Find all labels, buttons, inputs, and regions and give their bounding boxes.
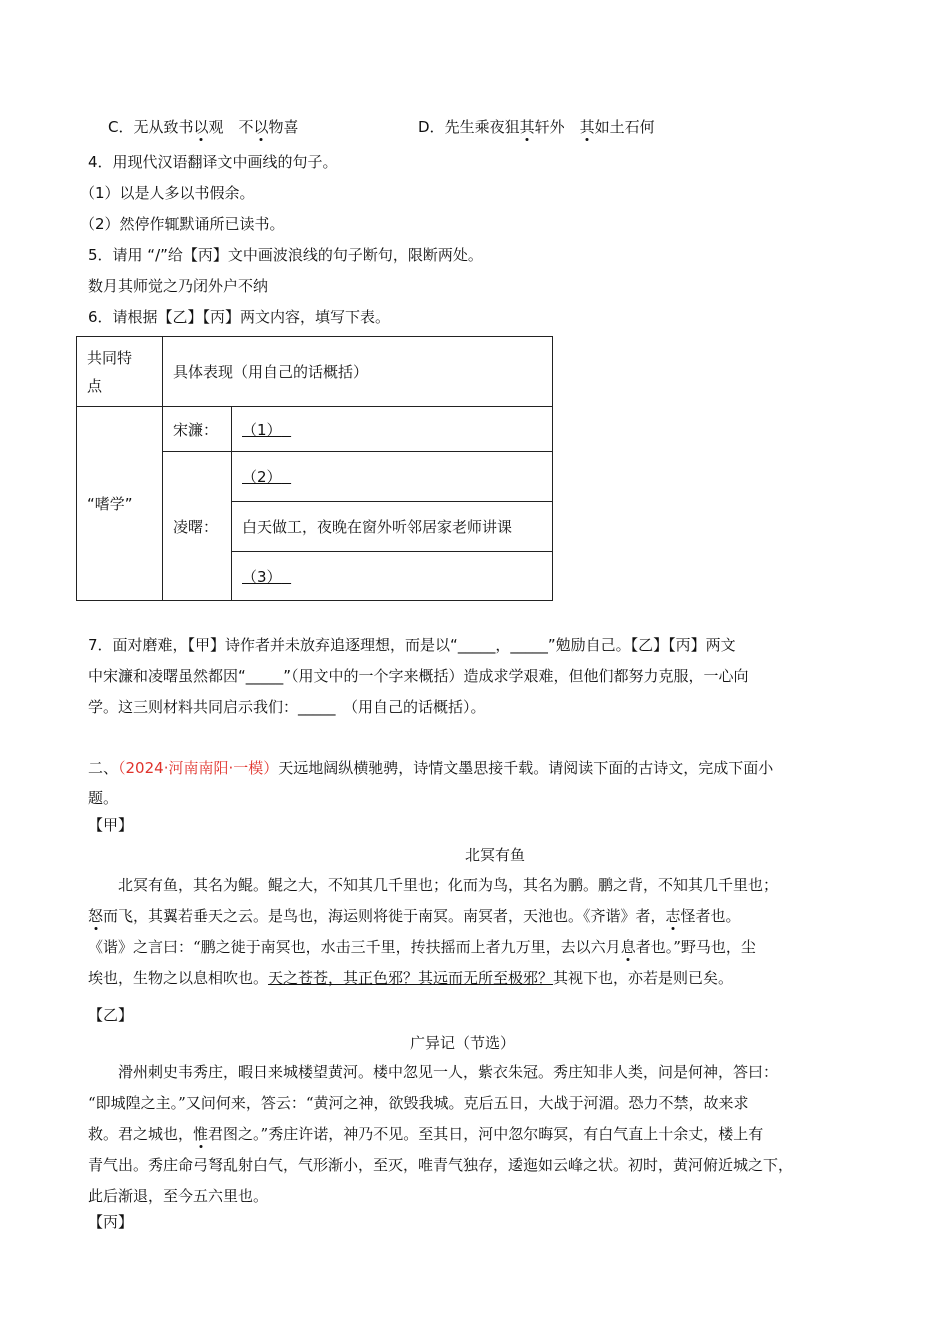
jia-line-3-b: 者也。”野马也，尘 [635, 938, 756, 956]
jia-line-2-c: 怪者也。 [680, 907, 741, 925]
jia-dotted-char: 志 [665, 907, 681, 925]
jia-tag: 【甲】 [88, 816, 134, 834]
section-2-intro [88, 758, 773, 778]
blank-2-label: （2） [242, 468, 282, 486]
q5-prompt: 5．请用 “/”给【丙】文中画波浪线的句子断句，限断两处。 [88, 246, 483, 264]
option-d-text: 如土石何 [594, 118, 655, 136]
yi-line-3-a: 救。君之城也， [88, 1125, 194, 1143]
q7-line-2: 中宋濂和凌曙虽然都因“_____”（用文中的一个字来概括）造成求学艰难，但他们都努力克服，一心向 [88, 667, 749, 685]
blank-1[interactable] [232, 407, 553, 452]
blank-3[interactable] [232, 552, 553, 601]
q4-sentence-2: （2）然停作辄默诵所已读书。 [80, 215, 285, 233]
jia-line-4-b: 其视下也，亦若是则已矣。 [553, 969, 734, 987]
blank-1-label: （1） [242, 420, 282, 439]
q6-prompt: 6．请根据【乙】【丙】两文内容，填写下表。 [88, 308, 391, 326]
option-c-dotted-char: 以 [193, 118, 209, 136]
option-c-text: 无从致书 [133, 118, 194, 136]
option-c-dotted-char: 以 [253, 118, 269, 136]
q7-line-1: 7．面对磨难，【甲】诗作者并未放弃追逐理想，而是以“_____，_____”勉励自己。【乙】【丙】两文 [88, 636, 736, 654]
jia-dotted-char: 息 [620, 938, 636, 956]
jia-passage [88, 870, 868, 994]
section-number: 二、 [88, 759, 119, 777]
yi-line-5: 此后渐退，至今五六里也。 [88, 1187, 269, 1205]
option-c-label: C． [108, 118, 134, 136]
jia-dotted-char: 怒 [88, 907, 104, 925]
person-song-lian: 宋濂： [163, 407, 232, 452]
option-d-dotted-char: 其 [579, 118, 595, 136]
section-intro: 天远地阔纵横驰骋，诗情文墨思接千载。请阅读下面的古诗文，完成下面小 [278, 759, 774, 777]
yi-passage [88, 1057, 868, 1212]
option-d-label: D． [418, 118, 445, 136]
jia-line-4 [88, 963, 868, 994]
blank-2[interactable] [232, 452, 553, 502]
option-c-text: 物喜 [268, 118, 299, 136]
jia-line-4-a: 埃也，生物之以息相吹也。 [88, 969, 269, 987]
jia-line-2 [88, 901, 868, 932]
option-d [418, 117, 655, 137]
feature-cell: “嗜学” [77, 407, 163, 601]
option-c-text: 观 不 [208, 118, 254, 136]
jia-underlined-sentence: 天之苍苍，其正色邪？其远而无所至极邪？ [268, 969, 554, 987]
jia-title: 北冥有鱼 [465, 846, 526, 864]
yi-line-4: 青气出。秀庄命弓弩乱射白气，气形渐小，至灭，唯青气独存，逶迤如云峰之状。初时，黄河俯近城之下， [88, 1156, 794, 1174]
yi-line-3 [88, 1119, 868, 1150]
header-specific: 具体表现（用自己的话概括） [163, 337, 553, 407]
q5-sentence: 数月其师觉之乃闭外户不纳 [88, 277, 269, 295]
q7-line-3: 学。这三则材料共同启示我们：_____ （用自己的话概括）。 [88, 698, 486, 716]
bing-tag: 【丙】 [88, 1213, 134, 1231]
person-ling-shu: 凌曙： [163, 452, 232, 601]
yi-dotted-char: 惟 [193, 1125, 209, 1143]
q6-table [76, 336, 553, 601]
option-d-dotted-char: 其 [519, 118, 535, 136]
yi-title: 广异记（节选） [410, 1034, 516, 1052]
yi-line-1: 滑州刺史韦秀庄，暇日来城楼望黄河。楼中忽见一人，紫衣朱冠。秀庄知非人类，问是何神，答曰： [118, 1063, 779, 1081]
option-d-text: 轩外 [534, 118, 580, 136]
jia-line-3-a: 《谐》之言曰：“鹏之徙于南冥也，水击三千里，抟扶摇而上者九万里，去以六月 [88, 938, 621, 956]
yi-line-2: “即城隍之主。”又问何来，答云：“黄河之神，欲毁我城。克后五日，大战于河湄。恐力不禁，故来求 [88, 1094, 749, 1112]
section-source: （2024·河南南阳·一模） [118, 759, 279, 777]
jia-line-3 [88, 932, 868, 963]
blank-3-label: （3） [242, 567, 282, 586]
option-d-text: 先生乘夜狙 [444, 118, 520, 136]
section-2-intro-cont: 题。 [88, 789, 119, 807]
jia-line-2-b: 而飞，其翼若垂天之云。是鸟也，海运则将徙于南冥。南冥者，天池也。《齐谐》者， [103, 907, 666, 925]
q4-prompt: 4．用现代汉语翻译文中画线的句子。 [88, 153, 338, 171]
option-c [108, 117, 299, 137]
q4-sentence-1: （1）以是人多以书假余。 [80, 184, 255, 202]
header-common-feature-text: 共同特点 [87, 348, 133, 395]
header-common-feature [77, 337, 163, 407]
yi-tag: 【乙】 [88, 1006, 134, 1024]
yi-line-3-b: 君图之。”秀庄许诺，神乃不见。至其日，河中忽尔晦冥，有白气直上十余丈，楼上有 [208, 1125, 764, 1143]
jia-line-1: 北冥有鱼，其名为鲲。鲲之大，不知其几千里也；化而为鸟，其名为鹏。鹏之背，不知其几千里也； [118, 876, 779, 894]
given-answer: 白天做工，夜晚在窗外听邻居家老师讲课 [232, 502, 553, 552]
